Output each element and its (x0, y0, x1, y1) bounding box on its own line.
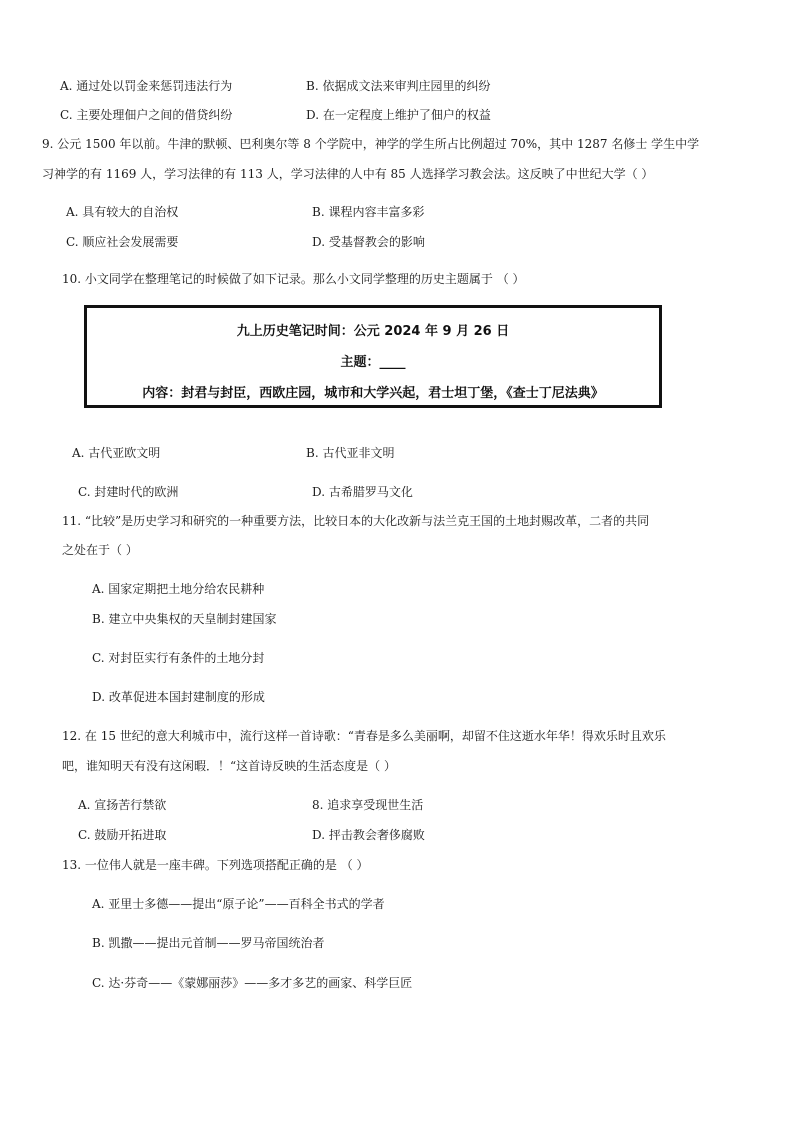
q11-option-b: B. 建立中央集权的天皇制封建国家 (92, 612, 277, 626)
q10-note-box (84, 305, 662, 408)
q12-stem-line-1: 12. 在 15 世纪的意大利城市中，流行这样一首诗歌：“青春是多么美丽啊，却留不住这逝水年华！得欢乐时且欢乐 (62, 729, 666, 743)
q13-option-a: A. 亚里士多德——提出“原子论”——百科全书式的学者 (92, 897, 385, 911)
q10-option-c: C. 封建时代的欧洲 (78, 485, 179, 499)
q12-options-row-2 (0, 827, 793, 843)
note-topic: 主题：____ (340, 355, 406, 370)
q11-option-c: C. 对封臣实行有条件的土地分封 (92, 651, 265, 665)
q8-option-d: D. 在一定程度上维护了佃户的权益 (306, 108, 491, 122)
q13-stem: 13. 一位伟人就是一座丰碑。下列选项搭配正确的是 （ ） (62, 858, 369, 872)
q10-option-a: A. 古代亚欧文明 (72, 446, 161, 460)
q9-stem-line-2: 习神学的有 1169 人，学习法律的有 113 人，学习法律的人中有 85 人选择学习教会法。这反映了中世纪大学（ ） (42, 167, 654, 181)
q11-stem-line-1: 11. “比较”是历史学习和研究的一种重要方法，比较日本的大化改新与法兰克王国的土地封赐改革，二者的共同 (62, 514, 650, 528)
q10-options-row-1 (0, 445, 793, 461)
q9-stem-line-1: 9. 公元 1500 年以前。牛津的默顿、巴利奥尔等 8 个学院中，神学的学生所占比例超过 70%，其中 1287 名修士 学生中学 (42, 137, 700, 151)
q12-option-b: 8. 追求享受现世生活 (312, 798, 424, 812)
q13-option-b: B. 凯撒——提出元首制——罗马帝国统治者 (92, 936, 325, 950)
q12-option-a: A. 宣扬苦行禁欲 (78, 798, 167, 812)
q9-option-c: C. 顺应社会发展需要 (66, 235, 179, 249)
note-title: 九上历史笔记时间：公元 2024 年 9 月 26 日 (236, 324, 510, 339)
q12-options-row-1 (0, 797, 793, 813)
q12-stem-line-2: 吧，谁知明天有没有这闲暇．！“这首诗反映的生活态度是（ ） (62, 759, 396, 773)
q8-options-row-2 (0, 107, 793, 123)
note-content: 内容：封君与封臣，西欧庄园，城市和大学兴起，君士坦丁堡，《查士丁尼法典》 (142, 386, 604, 401)
q9-option-a: A. 具有较大的自治权 (66, 205, 179, 219)
q10-option-b: B. 古代亚非文明 (306, 446, 395, 460)
q12-option-c: C. 鼓励开拓进取 (78, 828, 167, 842)
q9-options-row-2 (0, 234, 793, 250)
q10-options-row-2 (0, 484, 793, 500)
q9-option-b: B. 课程内容丰富多彩 (312, 205, 425, 219)
q8-options-row-1 (0, 78, 793, 94)
q8-option-c: C. 主要处理佃户之间的借贷纠纷 (60, 108, 233, 122)
q11-stem-line-2: 之处在于（ ） (62, 543, 138, 557)
q10-stem: 10. 小文同学在整理笔记的时候做了如下记录。那么小文同学整理的历史主题属于 （ ） (62, 272, 525, 286)
q8-option-a: A. 通过处以罚金来惩罚违法行为 (60, 79, 233, 93)
q11-option-d: D. 改革促进本国封建制度的形成 (92, 690, 265, 704)
q9-option-d: D. 受基督教会的影响 (312, 235, 425, 249)
q8-option-b: B. 依据成文法来审判庄园里的纠纷 (306, 79, 491, 93)
q10-option-d: D. 古希腊罗马文化 (312, 485, 413, 499)
q11-option-a: A. 国家定期把土地分给农民耕种 (92, 582, 265, 596)
q13-option-c: C. 达·芬奇——《蒙娜丽莎》——多才多艺的画家、科学巨匠 (92, 976, 413, 990)
q12-option-d: D. 抨击教会奢侈腐败 (312, 828, 425, 842)
q9-options-row-1 (0, 204, 793, 220)
